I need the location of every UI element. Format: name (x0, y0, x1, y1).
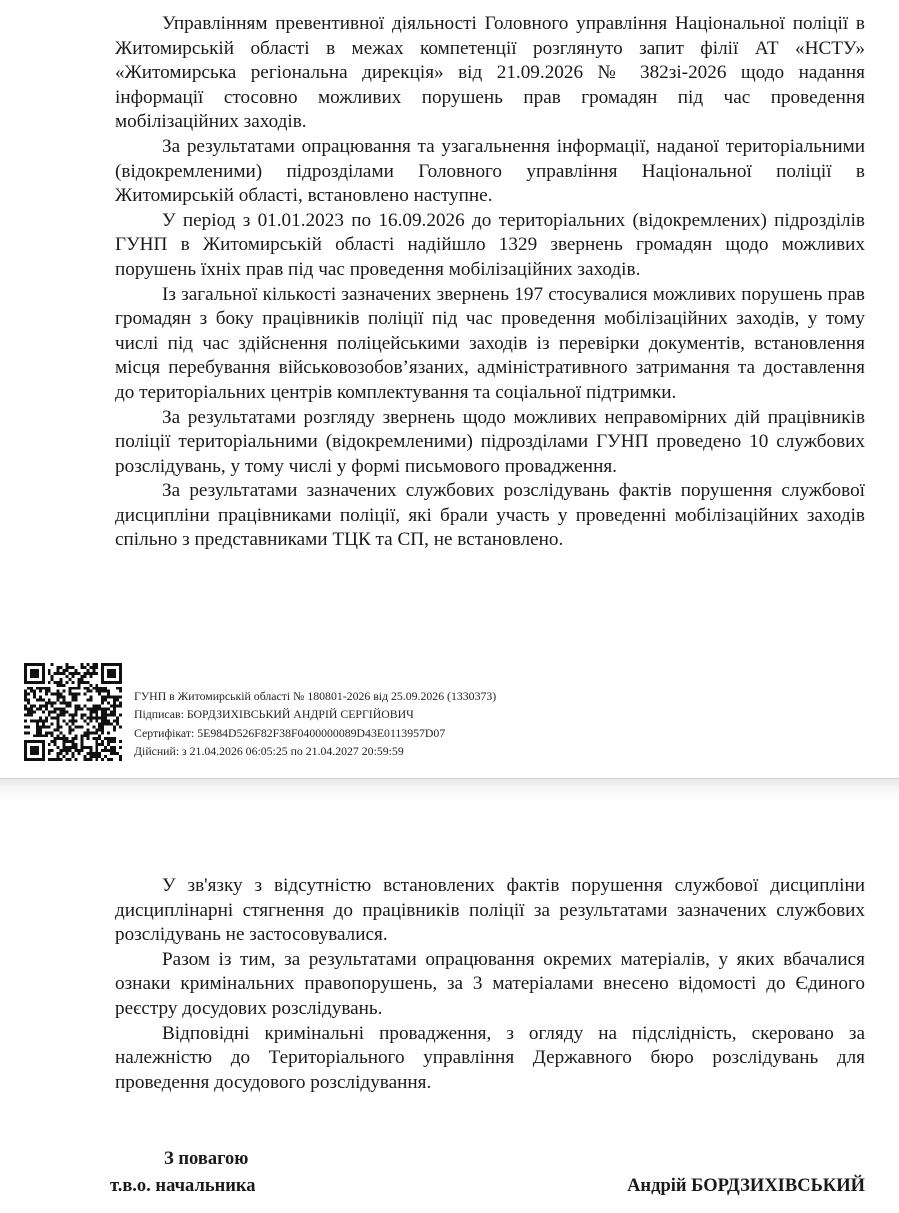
signer-line: Підписав: БОРДЗИХІВСЬКИЙ АНДРІЙ СЕРГІЙОВИЧ (134, 707, 414, 722)
paragraph: За результатами зазначених службових розслідувань фактів порушення службової дисципліни працівниками поліції, які брали участь у проведенні мобілізаційних заходів спільно з представниками ТЦК та СП, не встановлено. (115, 480, 865, 551)
paragraph: Із загальної кількості зазначених звернень 197 стосувалися можливих порушень прав громадян з боку працівників поліції під час проведення мобілізаційних заходів, у тому числі під час здійснення поліцейськими заходів із перевірки документів, встановлення місця перебування військовозобов’язаних, адміністративного затримання та доставлення до територіальних центрів комплектування та соціальної підтримки. (115, 283, 865, 403)
qr-code-icon (24, 663, 122, 761)
signer-name: Андрій БОРДЗИХІВСЬКИЙ (627, 1176, 865, 1196)
page-separator (0, 778, 899, 801)
digital-signature-stamp (24, 663, 584, 763)
paragraph: У зв'язку з відсутністю встановлених фактів порушення службової дисципліни дисциплінарні стягнення до працівників поліції за результатами зазначених службових розслідувань не застосовувалися. (115, 875, 865, 946)
closing-phrase: З повагою (164, 1149, 249, 1169)
signature-details (134, 687, 496, 760)
paragraph: Управлінням превентивної діяльності Головного управління Національної поліції в Житомирській області в межах компетенції розглянуто запит філії АТ «НСТУ» «Житомирська регіональна дирекція» від 21.09.2026 № 382зі-2026 щодо надання інформації стосовно можливих порушень прав громадян під час проведення мобілізаційних заходів. (115, 13, 865, 133)
paragraph: У період з 01.01.2023 по 16.09.2026 до територіальних (відокремлених) підрозділів ГУНП в Житомирській області надійшло 1329 звернень громадян щодо можливих порушень їхніх прав під час проведення мобілізаційних заходів. (115, 209, 865, 280)
validity-line: Дійсний: з 21.04.2026 06:05:25 по 21.04.2027 20:59:59 (134, 743, 404, 758)
page1-body (115, 12, 865, 553)
paragraph: Разом із тим, за результатами опрацювання окремих матеріалів, у яких вбачалися ознаки кримінальних правопорушень, за 3 матеріалами внесено відомості до Єдиного реєстру досудових розслідувань. (115, 948, 865, 1019)
signature-block (110, 1146, 256, 1200)
certificate-line: Сертифікат: 5E984D526F82F38F0400000089D43E0113957D07 (134, 725, 446, 740)
page2-body (115, 874, 865, 1095)
paragraph: За результатами опрацювання та узагальнення інформації, наданої територіальними (відокремленими) підрозділами Головного управління Національної поліції в Житомирській області, встановлено наступне. (115, 135, 865, 207)
signer-position: т.в.о. начальника (110, 1176, 256, 1196)
registration-line: ГУНП в Житомирській області № 180801-2026 від 25.09.2026 (1330373) (134, 689, 497, 703)
paragraph: Відповідні кримінальні провадження, з огляду на підслідність, скеровано за належністю до Територіального управління Державного бюро розслідувань для проведення досудового розслідування. (115, 1022, 865, 1093)
paragraph: За результатами розгляду звернень щодо можливих неправомірних дій працівників поліції територіальними (відокремленими) підрозділами ГУНП проведено 10 службових розслідувань, у тому числі у формі письмового провадження. (115, 406, 865, 477)
